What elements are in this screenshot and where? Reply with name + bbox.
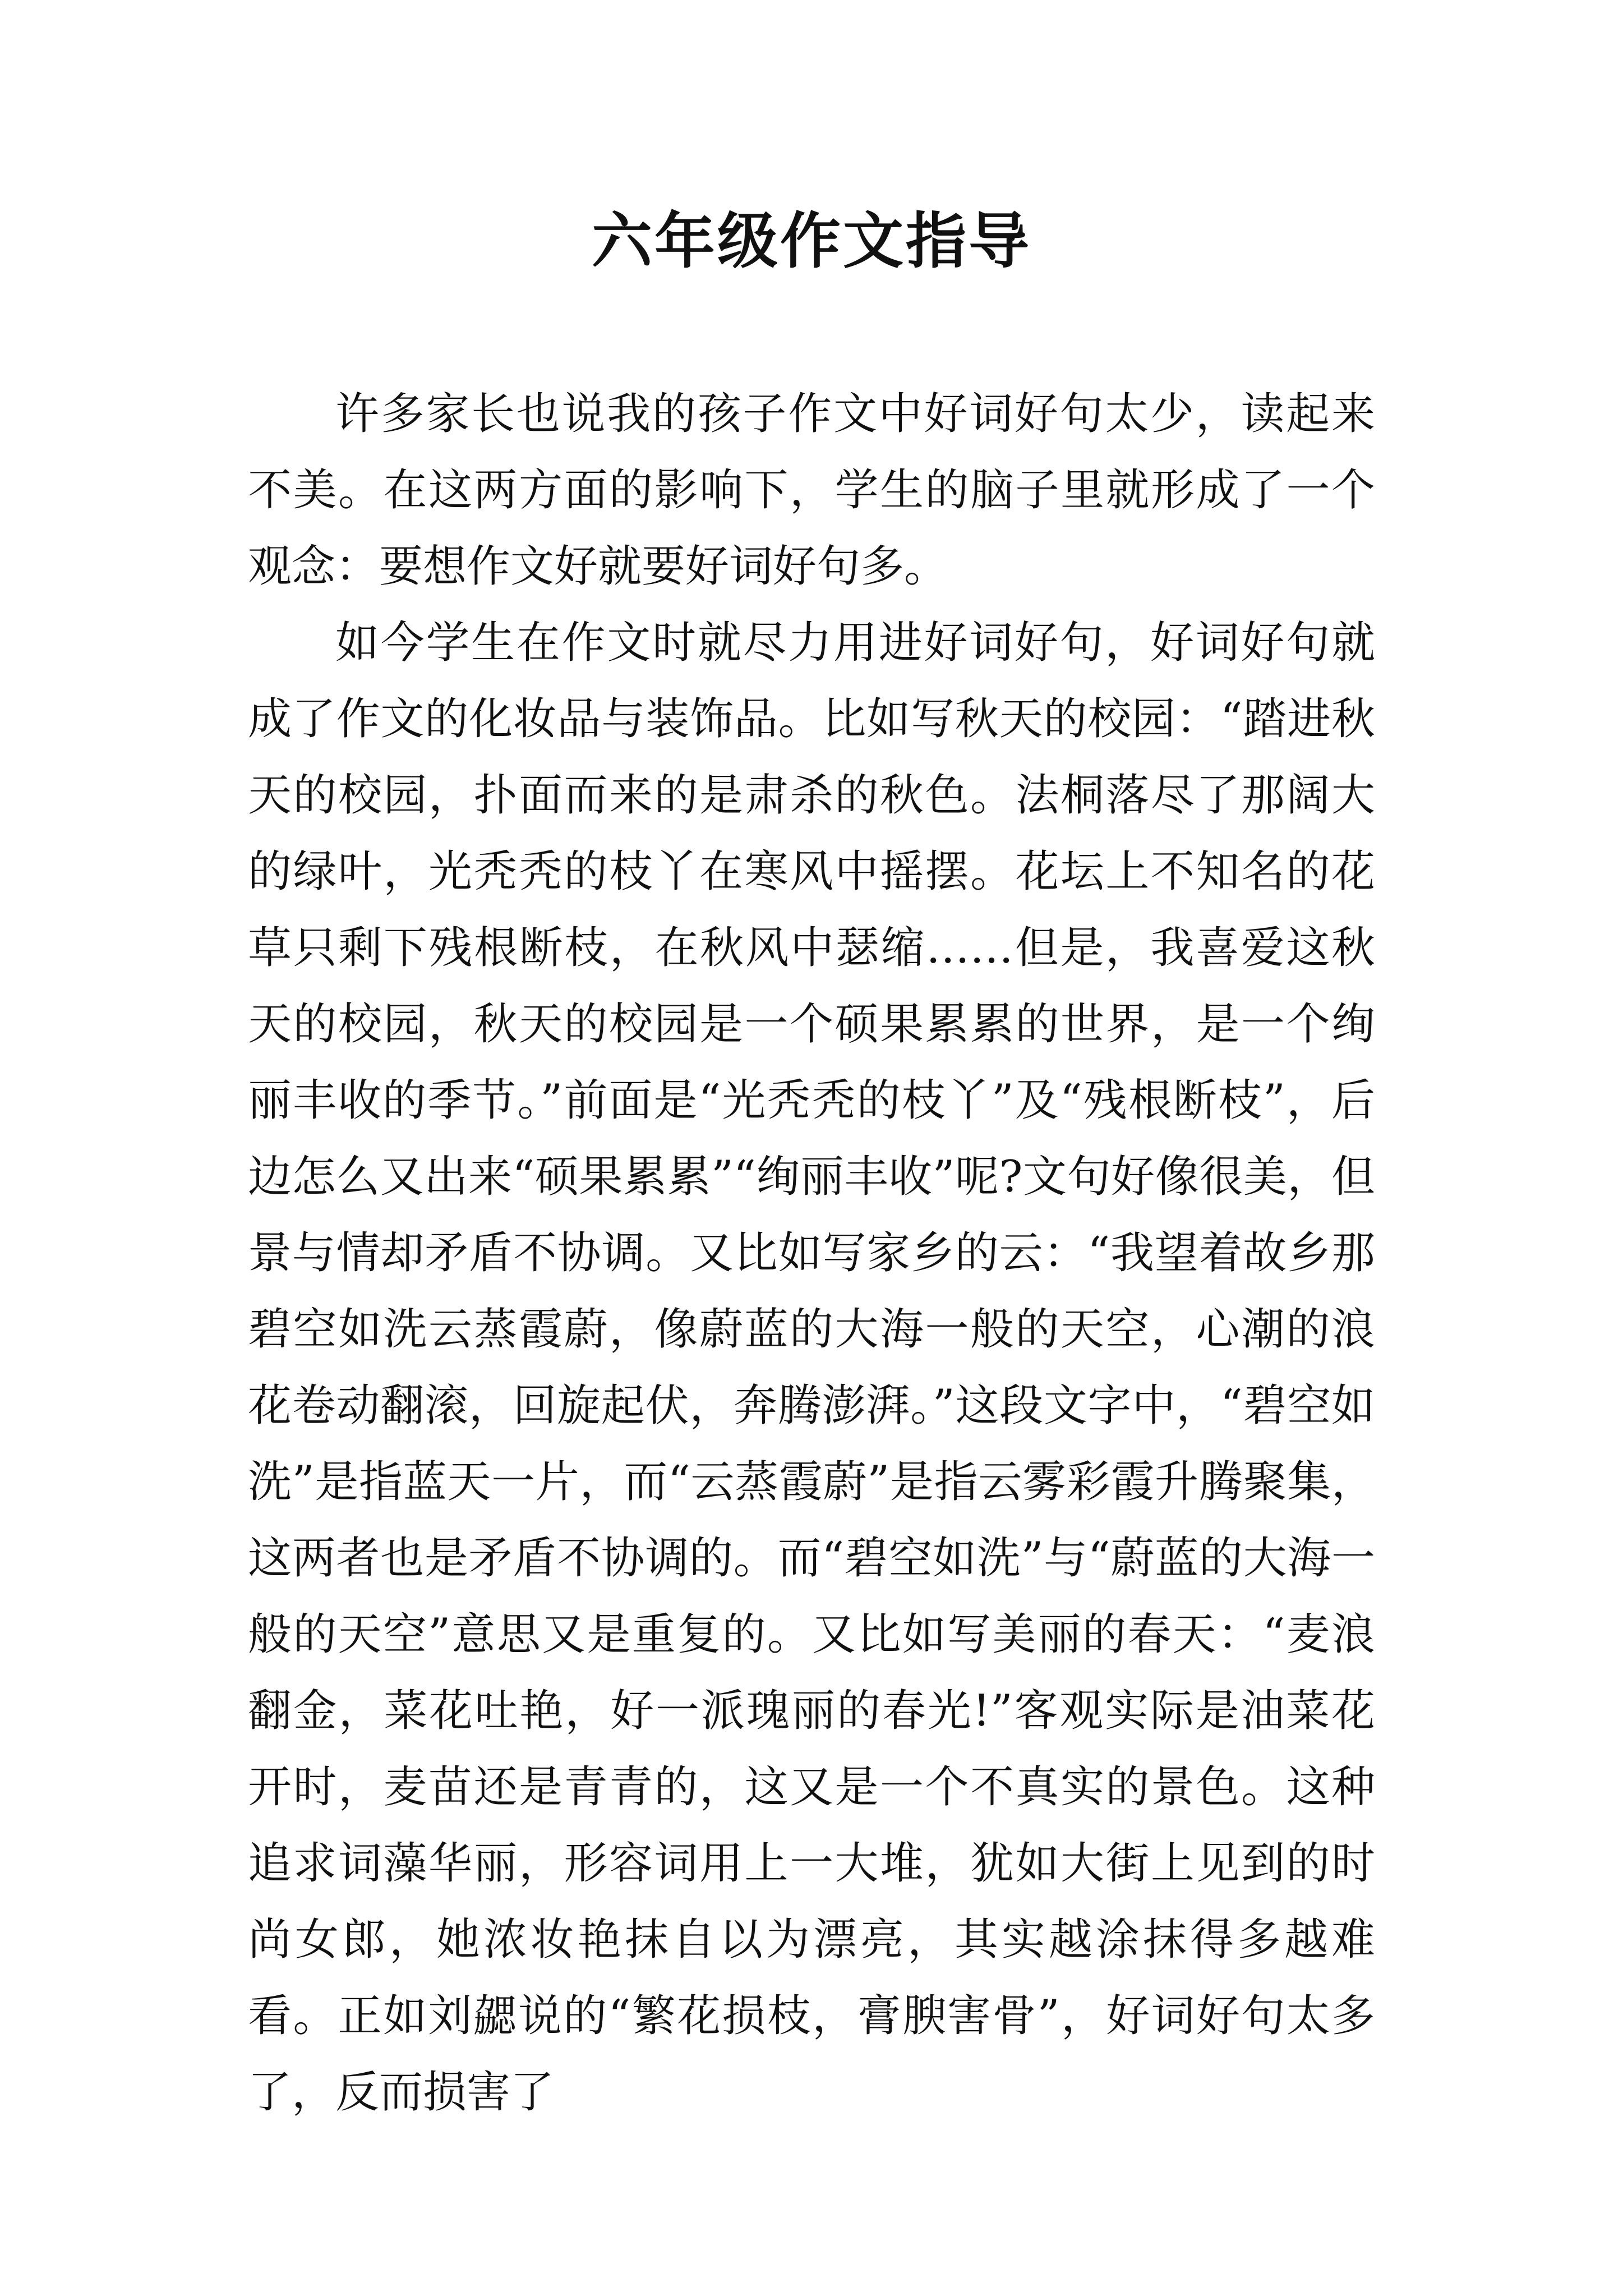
paragraph: 许多家长也说我的孩子作文中好词好句太少，读起来不美。在这两方面的影响下，学生的脑子里就形成了一个观念：要想作文好就要好词好句多。: [248, 389, 1375, 592]
document-body: [248, 376, 1375, 2131]
paragraph: 如今学生在作文时就尽力用进好词好句，好词好句就成了作文的化妆品与装饰品。比如写秋天的校园：“踏进秋天的校园，扑面而来的是肃杀的秋色。法桐落尽了那阔大的绿叶，光秃秃的枝丫在寒风中摇摆。花坛上不知名的花草只剩下残根断枝，在秋风中瑟缩……但是，我喜爱这秋天的校园，秋天的校园是一个硕果累累的世界，是一个绚丽丰收的季节。”前面是“光秃秃的枝丫”及“残根断枝”，后边怎么又出来“硕果累累”“绚丽丰收”呢?文句好像很美，但景与情却矛盾不协调。又比如写家乡的云：“我望着故乡那碧空如洗云蒸霞蔚，像蔚蓝的大海一般的天空，心潮的浪花卷动翻滚，回旋起伏，奔腾澎湃。”这段文字中，“碧空如洗”是指蓝天一片，而“云蒸霞蔚”是指云雾彩霞升腾聚集，这两者也是矛盾不协调的。而“碧空如洗”与“蔚蓝的大海一般的天空”意思又是重复的。又比如写美丽的春天：“麦浪翻金，菜花吐艳，好一派瑰丽的春光!”客观实际是油菜花开时，麦苗还是青青的，这又是一个不真实的景色。这种追求词藻华丽，形容词用上一大堆，犹如大街上见到的时尚女郎，她浓妆艳抹自以为漂亮，其实越涂抹得多越难看。正如刘勰说的“繁花损枝，膏腴害骨”，好词好句太多了，反而损害了: [248, 618, 1375, 2118]
page-title: 六年级作文指导: [591, 206, 1031, 277]
